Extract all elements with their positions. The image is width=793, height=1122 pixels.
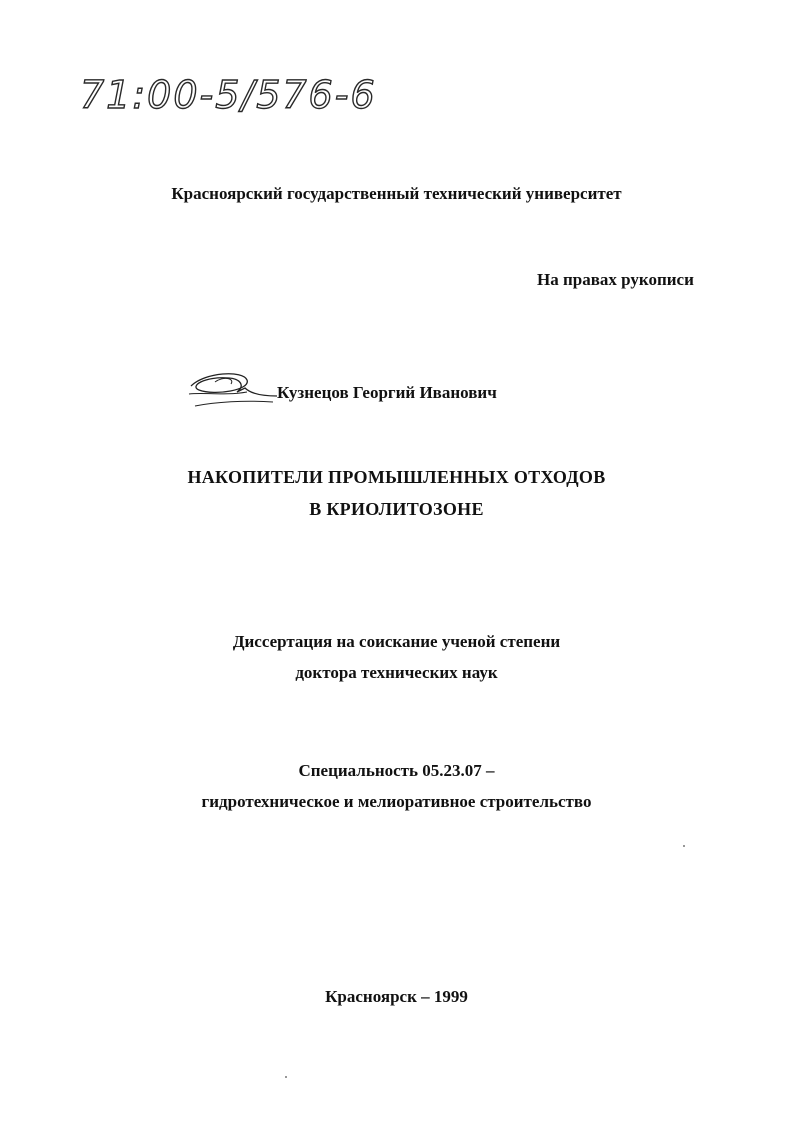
dissertation-title-line-2: В КРИОЛИТОЗОНЕ <box>309 499 484 519</box>
author-name: Кузнецов Георгий Иванович <box>277 383 497 402</box>
scan-speck <box>285 1076 287 1078</box>
city-year: Красноярск – 1999 <box>325 987 468 1006</box>
degree-line-1: Диссертация на соискание ученой степени <box>232 632 561 651</box>
manuscript-rights-label: На правах рукописи <box>537 270 694 289</box>
degree-line-2: доктора технических наук <box>295 663 498 682</box>
scan-speck <box>683 845 685 847</box>
signature-icon <box>185 366 285 416</box>
university-name: Красноярский государственный технический университет <box>171 184 622 203</box>
archive-number-text: 71:00-5/576-6 <box>80 73 377 117</box>
handwritten-archive-number <box>78 70 418 120</box>
specialty-line-2: гидротехническое и мелиоративное строительство <box>201 792 592 811</box>
specialty-line-1: Специальность 05.23.07 – <box>298 761 495 780</box>
dissertation-title-line-1: НАКОПИТЕЛИ ПРОМЫШЛЕННЫХ ОТХОДОВ <box>187 467 606 487</box>
